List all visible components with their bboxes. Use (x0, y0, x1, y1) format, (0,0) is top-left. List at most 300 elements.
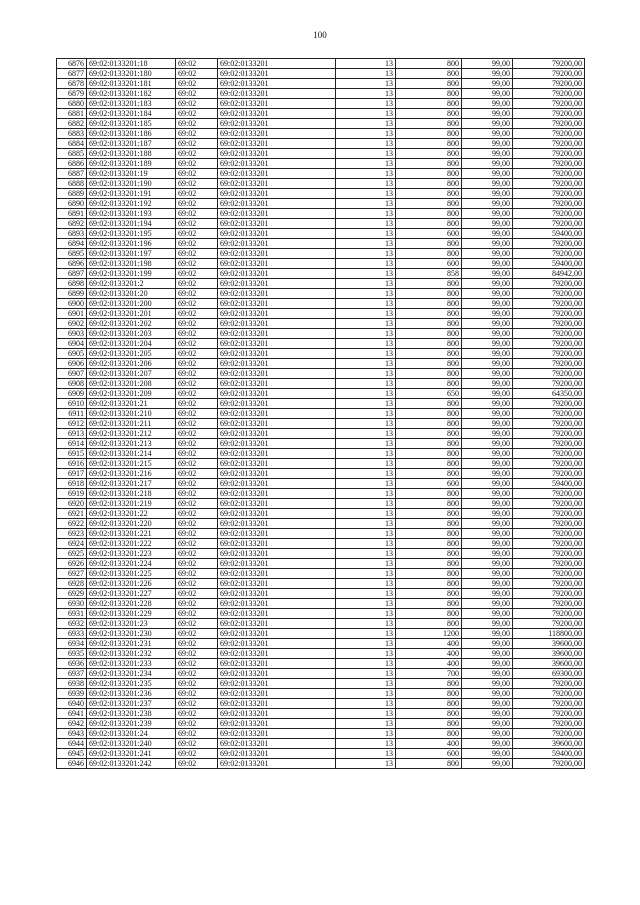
row-number-cell: 6909 (57, 389, 87, 399)
category-code-cell: 13 (336, 739, 396, 749)
district-code-cell: 69:02 (176, 529, 218, 539)
value-cell: 79200,00 (513, 149, 585, 159)
district-code-cell: 69:02 (176, 729, 218, 739)
cadastral-number-cell: 69:02:0133201:183 (87, 99, 176, 109)
row-number-cell: 6911 (57, 409, 87, 419)
rate-cell: 99,00 (462, 399, 513, 409)
table-row (57, 139, 585, 149)
category-code-cell: 13 (336, 699, 396, 709)
value-cell: 79200,00 (513, 729, 585, 739)
area-cell: 800 (396, 209, 462, 219)
table-row (57, 69, 585, 79)
cadastral-number-cell: 69:02:0133201:210 (87, 409, 176, 419)
value-cell: 79200,00 (513, 509, 585, 519)
table-row (57, 99, 585, 109)
cadastral-table (56, 58, 585, 769)
table-row (57, 759, 585, 769)
cadastral-block-cell: 69:02:0133201 (218, 59, 336, 69)
cadastral-number-cell: 69:02:0133201:221 (87, 529, 176, 539)
category-code-cell: 13 (336, 619, 396, 629)
cadastral-block-cell: 69:02:0133201 (218, 399, 336, 409)
area-cell: 800 (396, 489, 462, 499)
row-number-cell: 6941 (57, 709, 87, 719)
district-code-cell: 69:02 (176, 269, 218, 279)
table-row (57, 619, 585, 629)
category-code-cell: 13 (336, 719, 396, 729)
cadastral-block-cell: 69:02:0133201 (218, 339, 336, 349)
row-number-cell: 6940 (57, 699, 87, 709)
rate-cell: 99,00 (462, 159, 513, 169)
category-code-cell: 13 (336, 549, 396, 559)
rate-cell: 99,00 (462, 579, 513, 589)
district-code-cell: 69:02 (176, 479, 218, 489)
row-number-cell: 6919 (57, 489, 87, 499)
district-code-cell: 69:02 (176, 439, 218, 449)
area-cell: 800 (396, 759, 462, 769)
cadastral-number-cell: 69:02:0133201:193 (87, 209, 176, 219)
cadastral-number-cell: 69:02:0133201:238 (87, 709, 176, 719)
area-cell: 800 (396, 319, 462, 329)
table-row (57, 549, 585, 559)
value-cell: 79200,00 (513, 539, 585, 549)
rate-cell: 99,00 (462, 519, 513, 529)
row-number-cell: 6937 (57, 669, 87, 679)
category-code-cell: 13 (336, 389, 396, 399)
category-code-cell: 13 (336, 659, 396, 669)
cadastral-block-cell: 69:02:0133201 (218, 709, 336, 719)
table-row (57, 609, 585, 619)
value-cell: 79200,00 (513, 759, 585, 769)
table-row (57, 419, 585, 429)
category-code-cell: 13 (336, 229, 396, 239)
area-cell: 800 (396, 339, 462, 349)
rate-cell: 99,00 (462, 109, 513, 119)
row-number-cell: 6901 (57, 309, 87, 319)
row-number-cell: 6879 (57, 89, 87, 99)
table-row (57, 119, 585, 129)
row-number-cell: 6939 (57, 689, 87, 699)
cadastral-block-cell: 69:02:0133201 (218, 699, 336, 709)
cadastral-number-cell: 69:02:0133201:220 (87, 519, 176, 529)
value-cell: 79200,00 (513, 699, 585, 709)
table-row (57, 509, 585, 519)
rate-cell: 99,00 (462, 689, 513, 699)
cadastral-block-cell: 69:02:0133201 (218, 139, 336, 149)
rate-cell: 99,00 (462, 659, 513, 669)
area-cell: 800 (396, 599, 462, 609)
value-cell: 79200,00 (513, 519, 585, 529)
district-code-cell: 69:02 (176, 79, 218, 89)
district-code-cell: 69:02 (176, 619, 218, 629)
district-code-cell: 69:02 (176, 549, 218, 559)
table-row (57, 569, 585, 579)
cadastral-block-cell: 69:02:0133201 (218, 489, 336, 499)
cadastral-number-cell: 69:02:0133201:185 (87, 119, 176, 129)
rate-cell: 99,00 (462, 619, 513, 629)
district-code-cell: 69:02 (176, 569, 218, 579)
row-number-cell: 6908 (57, 379, 87, 389)
cadastral-number-cell: 69:02:0133201:232 (87, 649, 176, 659)
area-cell: 800 (396, 79, 462, 89)
area-cell: 800 (396, 159, 462, 169)
rate-cell: 99,00 (462, 719, 513, 729)
row-number-cell: 6902 (57, 319, 87, 329)
cadastral-number-cell: 69:02:0133201:195 (87, 229, 176, 239)
row-number-cell: 6922 (57, 519, 87, 529)
table-row (57, 449, 585, 459)
value-cell: 79200,00 (513, 299, 585, 309)
category-code-cell: 13 (336, 189, 396, 199)
cadastral-block-cell: 69:02:0133201 (218, 89, 336, 99)
row-number-cell: 6885 (57, 149, 87, 159)
cadastral-number-cell: 69:02:0133201:225 (87, 569, 176, 579)
row-number-cell: 6894 (57, 239, 87, 249)
value-cell: 79200,00 (513, 469, 585, 479)
area-cell: 800 (396, 329, 462, 339)
cadastral-block-cell: 69:02:0133201 (218, 379, 336, 389)
cadastral-number-cell: 69:02:0133201:199 (87, 269, 176, 279)
cadastral-number-cell: 69:02:0133201:198 (87, 259, 176, 269)
value-cell: 79200,00 (513, 459, 585, 469)
cadastral-number-cell: 69:02:0133201:233 (87, 659, 176, 669)
cadastral-number-cell: 69:02:0133201:218 (87, 489, 176, 499)
rate-cell: 99,00 (462, 699, 513, 709)
table-row (57, 589, 585, 599)
value-cell: 79200,00 (513, 679, 585, 689)
rate-cell: 99,00 (462, 739, 513, 749)
cadastral-number-cell: 69:02:0133201:215 (87, 459, 176, 469)
district-code-cell: 69:02 (176, 749, 218, 759)
category-code-cell: 13 (336, 459, 396, 469)
value-cell: 79200,00 (513, 419, 585, 429)
table-row (57, 79, 585, 89)
table-row (57, 319, 585, 329)
rate-cell: 99,00 (462, 539, 513, 549)
rate-cell: 99,00 (462, 499, 513, 509)
district-code-cell: 69:02 (176, 709, 218, 719)
value-cell: 79200,00 (513, 219, 585, 229)
cadastral-number-cell: 69:02:0133201:219 (87, 499, 176, 509)
table-row (57, 469, 585, 479)
table-row (57, 559, 585, 569)
district-code-cell: 69:02 (176, 629, 218, 639)
district-code-cell: 69:02 (176, 409, 218, 419)
row-number-cell: 6883 (57, 129, 87, 139)
cadastral-block-cell: 69:02:0133201 (218, 679, 336, 689)
district-code-cell: 69:02 (176, 209, 218, 219)
row-number-cell: 6925 (57, 549, 87, 559)
area-cell: 800 (396, 709, 462, 719)
district-code-cell: 69:02 (176, 469, 218, 479)
table-row (57, 379, 585, 389)
area-cell: 600 (396, 259, 462, 269)
row-number-cell: 6920 (57, 499, 87, 509)
cadastral-number-cell: 69:02:0133201:19 (87, 169, 176, 179)
cadastral-number-cell: 69:02:0133201:224 (87, 559, 176, 569)
row-number-cell: 6891 (57, 209, 87, 219)
rate-cell: 99,00 (462, 149, 513, 159)
value-cell: 79200,00 (513, 239, 585, 249)
district-code-cell: 69:02 (176, 139, 218, 149)
category-code-cell: 13 (336, 369, 396, 379)
district-code-cell: 69:02 (176, 299, 218, 309)
rate-cell: 99,00 (462, 679, 513, 689)
cadastral-number-cell: 69:02:0133201:223 (87, 549, 176, 559)
row-number-cell: 6945 (57, 749, 87, 759)
value-cell: 79200,00 (513, 609, 585, 619)
area-cell: 800 (396, 409, 462, 419)
cadastral-number-cell: 69:02:0133201:240 (87, 739, 176, 749)
category-code-cell: 13 (336, 499, 396, 509)
district-code-cell: 69:02 (176, 399, 218, 409)
table-row (57, 59, 585, 69)
cadastral-number-cell: 69:02:0133201:23 (87, 619, 176, 629)
cadastral-number-cell: 69:02:0133201:241 (87, 749, 176, 759)
cadastral-block-cell: 69:02:0133201 (218, 169, 336, 179)
category-code-cell: 13 (336, 119, 396, 129)
row-number-cell: 6924 (57, 539, 87, 549)
cadastral-block-cell: 69:02:0133201 (218, 599, 336, 609)
rate-cell: 99,00 (462, 439, 513, 449)
row-number-cell: 6944 (57, 739, 87, 749)
district-code-cell: 69:02 (176, 719, 218, 729)
row-number-cell: 6905 (57, 349, 87, 359)
row-number-cell: 6887 (57, 169, 87, 179)
cadastral-number-cell: 69:02:0133201:191 (87, 189, 176, 199)
value-cell: 79200,00 (513, 169, 585, 179)
area-cell: 800 (396, 579, 462, 589)
cadastral-block-cell: 69:02:0133201 (218, 269, 336, 279)
rate-cell: 99,00 (462, 349, 513, 359)
cadastral-block-cell: 69:02:0133201 (218, 669, 336, 679)
district-code-cell: 69:02 (176, 129, 218, 139)
table-row (57, 719, 585, 729)
value-cell: 79200,00 (513, 79, 585, 89)
row-number-cell: 6877 (57, 69, 87, 79)
category-code-cell: 13 (336, 489, 396, 499)
value-cell: 79200,00 (513, 59, 585, 69)
category-code-cell: 13 (336, 689, 396, 699)
cadastral-number-cell: 69:02:0133201:228 (87, 599, 176, 609)
cadastral-number-cell: 69:02:0133201:237 (87, 699, 176, 709)
rate-cell: 99,00 (462, 599, 513, 609)
area-cell: 800 (396, 349, 462, 359)
district-code-cell: 69:02 (176, 249, 218, 259)
rate-cell: 99,00 (462, 569, 513, 579)
table-row (57, 669, 585, 679)
cadastral-block-cell: 69:02:0133201 (218, 469, 336, 479)
cadastral-number-cell: 69:02:0133201:235 (87, 679, 176, 689)
rate-cell: 99,00 (462, 219, 513, 229)
table-row (57, 279, 585, 289)
row-number-cell: 6927 (57, 569, 87, 579)
table-row (57, 749, 585, 759)
area-cell: 800 (396, 399, 462, 409)
district-code-cell: 69:02 (176, 699, 218, 709)
rate-cell: 99,00 (462, 199, 513, 209)
rate-cell: 99,00 (462, 449, 513, 459)
rate-cell: 99,00 (462, 299, 513, 309)
district-code-cell: 69:02 (176, 489, 218, 499)
category-code-cell: 13 (336, 569, 396, 579)
district-code-cell: 69:02 (176, 669, 218, 679)
area-cell: 800 (396, 289, 462, 299)
cadastral-block-cell: 69:02:0133201 (218, 739, 336, 749)
district-code-cell: 69:02 (176, 379, 218, 389)
area-cell: 800 (396, 379, 462, 389)
category-code-cell: 13 (336, 439, 396, 449)
cadastral-number-cell: 69:02:0133201:201 (87, 309, 176, 319)
value-cell: 59400,00 (513, 749, 585, 759)
area-cell: 800 (396, 199, 462, 209)
value-cell: 79200,00 (513, 249, 585, 259)
table-row (57, 639, 585, 649)
table-row (57, 409, 585, 419)
row-number-cell: 6942 (57, 719, 87, 729)
area-cell: 800 (396, 139, 462, 149)
rate-cell: 99,00 (462, 269, 513, 279)
row-number-cell: 6897 (57, 269, 87, 279)
value-cell: 64350,00 (513, 389, 585, 399)
row-number-cell: 6914 (57, 439, 87, 449)
rate-cell: 99,00 (462, 119, 513, 129)
area-cell: 800 (396, 429, 462, 439)
area-cell: 800 (396, 719, 462, 729)
cadastral-block-cell: 69:02:0133201 (218, 559, 336, 569)
value-cell: 39600,00 (513, 659, 585, 669)
row-number-cell: 6903 (57, 329, 87, 339)
rate-cell: 99,00 (462, 89, 513, 99)
rate-cell: 99,00 (462, 289, 513, 299)
cadastral-block-cell: 69:02:0133201 (218, 79, 336, 89)
category-code-cell: 13 (336, 149, 396, 159)
row-number-cell: 6890 (57, 199, 87, 209)
table-row (57, 659, 585, 669)
category-code-cell: 13 (336, 469, 396, 479)
row-number-cell: 6898 (57, 279, 87, 289)
value-cell: 59400,00 (513, 259, 585, 269)
cadastral-number-cell: 69:02:0133201:187 (87, 139, 176, 149)
value-cell: 79200,00 (513, 579, 585, 589)
table-row (57, 399, 585, 409)
area-cell: 800 (396, 469, 462, 479)
district-code-cell: 69:02 (176, 609, 218, 619)
value-cell: 79200,00 (513, 619, 585, 629)
table-row (57, 539, 585, 549)
value-cell: 79200,00 (513, 529, 585, 539)
category-code-cell: 13 (336, 179, 396, 189)
cadastral-block-cell: 69:02:0133201 (218, 419, 336, 429)
table-row (57, 679, 585, 689)
rate-cell: 99,00 (462, 469, 513, 479)
rate-cell: 99,00 (462, 139, 513, 149)
rate-cell: 99,00 (462, 479, 513, 489)
value-cell: 79200,00 (513, 69, 585, 79)
district-code-cell: 69:02 (176, 359, 218, 369)
cadastral-block-cell: 69:02:0133201 (218, 219, 336, 229)
row-number-cell: 6921 (57, 509, 87, 519)
cadastral-number-cell: 69:02:0133201:182 (87, 89, 176, 99)
table-row (57, 389, 585, 399)
table-row (57, 299, 585, 309)
rate-cell: 99,00 (462, 59, 513, 69)
category-code-cell: 13 (336, 309, 396, 319)
category-code-cell: 13 (336, 409, 396, 419)
category-code-cell: 13 (336, 539, 396, 549)
district-code-cell: 69:02 (176, 329, 218, 339)
district-code-cell: 69:02 (176, 219, 218, 229)
row-number-cell: 6934 (57, 639, 87, 649)
row-number-cell: 6892 (57, 219, 87, 229)
district-code-cell: 69:02 (176, 599, 218, 609)
cadastral-block-cell: 69:02:0133201 (218, 349, 336, 359)
category-code-cell: 13 (336, 279, 396, 289)
table-row (57, 529, 585, 539)
table-row (57, 149, 585, 159)
district-code-cell: 69:02 (176, 59, 218, 69)
district-code-cell: 69:02 (176, 279, 218, 289)
cadastral-number-cell: 69:02:0133201:205 (87, 349, 176, 359)
cadastral-number-cell: 69:02:0133201:186 (87, 129, 176, 139)
row-number-cell: 6913 (57, 429, 87, 439)
area-cell: 800 (396, 729, 462, 739)
rate-cell: 99,00 (462, 759, 513, 769)
value-cell: 79200,00 (513, 449, 585, 459)
row-number-cell: 6932 (57, 619, 87, 629)
cadastral-block-cell: 69:02:0133201 (218, 329, 336, 339)
category-code-cell: 13 (336, 259, 396, 269)
cadastral-block-cell: 69:02:0133201 (218, 69, 336, 79)
row-number-cell: 6928 (57, 579, 87, 589)
area-cell: 800 (396, 89, 462, 99)
cadastral-number-cell: 69:02:0133201:239 (87, 719, 176, 729)
row-number-cell: 6923 (57, 529, 87, 539)
area-cell: 600 (396, 229, 462, 239)
category-code-cell: 13 (336, 519, 396, 529)
cadastral-number-cell: 69:02:0133201:214 (87, 449, 176, 459)
row-number-cell: 6880 (57, 99, 87, 109)
cadastral-number-cell: 69:02:0133201:236 (87, 689, 176, 699)
district-code-cell: 69:02 (176, 739, 218, 749)
district-code-cell: 69:02 (176, 119, 218, 129)
cadastral-block-cell: 69:02:0133201 (218, 509, 336, 519)
rate-cell: 99,00 (462, 189, 513, 199)
category-code-cell: 13 (336, 219, 396, 229)
row-number-cell: 6886 (57, 159, 87, 169)
district-code-cell: 69:02 (176, 69, 218, 79)
area-cell: 1200 (396, 629, 462, 639)
value-cell: 79200,00 (513, 279, 585, 289)
cadastral-block-cell: 69:02:0133201 (218, 149, 336, 159)
row-number-cell: 6899 (57, 289, 87, 299)
value-cell: 79200,00 (513, 349, 585, 359)
cadastral-block-cell: 69:02:0133201 (218, 289, 336, 299)
cadastral-block-cell: 69:02:0133201 (218, 279, 336, 289)
cadastral-number-cell: 69:02:0133201:196 (87, 239, 176, 249)
rate-cell: 99,00 (462, 329, 513, 339)
cadastral-block-cell: 69:02:0133201 (218, 199, 336, 209)
row-number-cell: 6904 (57, 339, 87, 349)
rate-cell: 99,00 (462, 79, 513, 89)
area-cell: 800 (396, 99, 462, 109)
row-number-cell: 6878 (57, 79, 87, 89)
row-number-cell: 6876 (57, 59, 87, 69)
cadastral-number-cell: 69:02:0133201:230 (87, 629, 176, 639)
cadastral-number-cell: 69:02:0133201:192 (87, 199, 176, 209)
cadastral-block-cell: 69:02:0133201 (218, 109, 336, 119)
table-row (57, 689, 585, 699)
area-cell: 800 (396, 239, 462, 249)
